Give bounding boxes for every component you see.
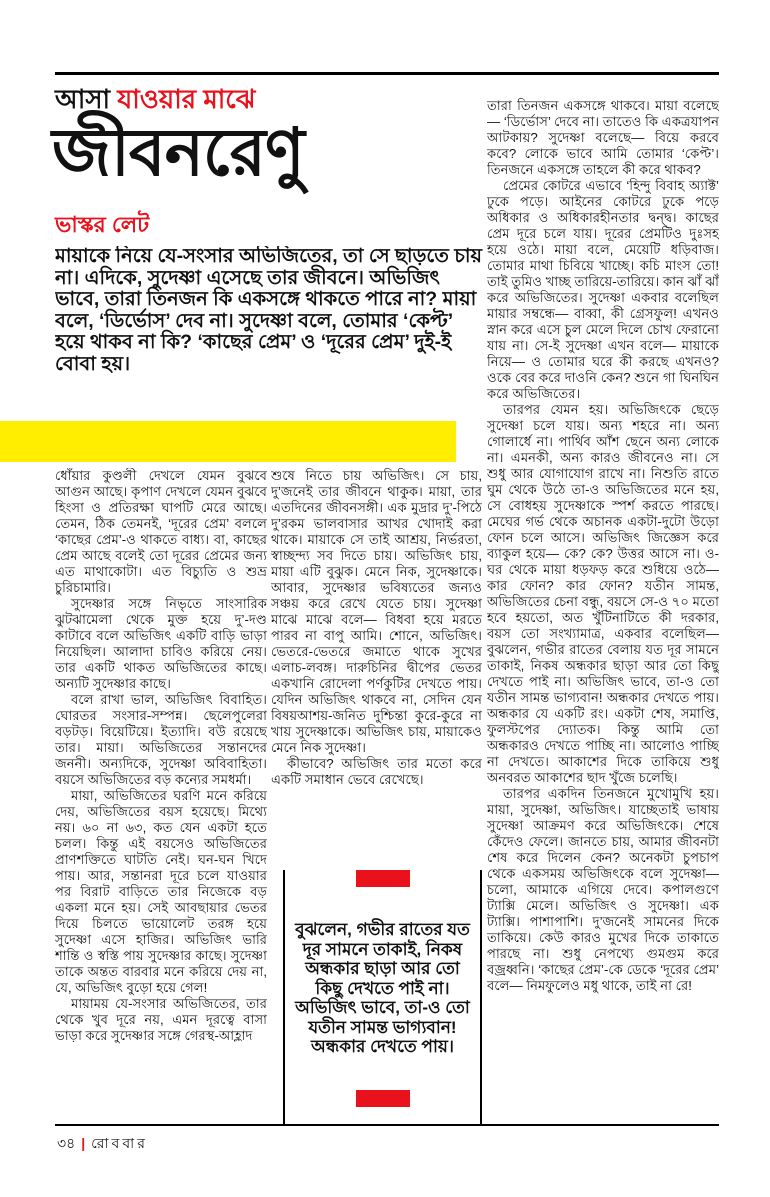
kicker-black-text: আসা — [55, 84, 111, 114]
paragraph: মায়াময় যে-সংসার অভিজিতের, তার থেকে খুব দূরে নয়, এমন দূরত্বে বাসা ভাড়া করে সুদেষ্ণার সঙ্গে গেরস্থ-আহ্লাদ — [55, 996, 267, 1043]
pull-quote-box — [283, 870, 482, 1124]
article-title: জীবনরেণু — [52, 115, 304, 189]
paragraph: তারপর যেমন হয়। অভিজিৎকে ছেড়ে সুদেষ্ণা চলে যায়। অন্য শহরে না। অন্য গোলার্ধে না। পার্থিব আঁশ ছেনে অন্য লোকে না। এমনকী, অন্য কারও জীবনেও না। সে শুধু আর যোগাযোগ রাখে না। নিশুতি রাতে ঘুম থেকে উঠে তা-ও অভিজিতের মনে হয়, সে বোধহয় সুদেষ্ণাকে স্পর্শ করতে পারছে। মেঘের গর্ভ থেকে অচানক একটা-দুটো উড়ো ফোন চলে আসে। অভিজিৎ জিজ্ঞেস করে ব্যাকুল হয়ে— কে? কে? উত্তর আসে না। ও-ঘর থেকে মায়া ধড়ফড় করে শুধিয়ে ওঠে— কার ফোন? কার ফোন? যতীন সামন্ত, অভিজিতের চেনা বন্ধু, বয়সে সে-ও ৭০ মতো হবে হয়তো, অত খুঁটিনাটিতে কী দরকার, বয়স তো সংখ্যামাত্র, একবার বলেছিল— বুঝলেন, গভীর রাতের বেলায় যত দূর সামনে তাকাই, নিকষ অন্ধকার ছাড়া আর তো কিছু দেখতে পাই না। অভিজিৎ ভাবে, তা-ও তো যতীন সামন্ত ভাগ্যবান! অন্ধকার দেখতে পায়। অন্ধকার যে একটি রং। একটা শেষ, সমাপ্তি, ফুলস্টপের দ্যোতক। কিন্তু আমি তো অন্ধকারও দেখতে পাচ্ছি না। আলোও পাচ্ছি না দেখতে। আকাশের দিকে তাকিয়ে শুধু অনবরত আকাশের ছাদ খুঁজে চলেছি। — [487, 402, 719, 785]
author-byline: ভাস্কর লেট — [55, 212, 150, 237]
paragraph: শুষে নিতে চায় অভিজিৎ। সে চায়, দু’জনেই তার জীবনে থাকুক। মায়া, তার এতদিনের জীবনসঙ্গী। এক মুদ্রার দু’-পিঠে দু’রকম ভালবাসার আখর খোদাই করা থাকে। মায়াকে সে তাই আশ্রয়, নির্ভরতা, স্বাচ্ছন্দ্য সব দিতে চায়। অভিজিৎ চায়, মায়া এটি বুঝুক। মেনে নিক, সুদেষ্ণাকে। আবার, সুদেষ্ণার ভবিষ্যতের জন্যও সঞ্চয় করে রেখে যেতে চায়। সুদেষ্ণা মাঝে মাঝে বলে— বিধবা হয়ে মরতে পারব না বাপু আমি। শোনে, অভিজিৎ। ভেতরে-ভেতরে জমাতে থাকে সুখের এলাচ-লবঙ্গ। দারুচিনির দ্বীপের ভেতর একখানি রোদেলা পর্ণকুটির দেখতে পায়। যেদিন অভিজিৎ থাকবে না, সেদিন যেন বিষয়আশয়-জনিত দুশ্চিন্তা কুরে-কুরে না খায় সুদেষ্ণাকে। অভিজিৎ চায়, মায়াকেও মেনে নিক সুদেষ্ণা। — [271, 468, 482, 755]
pull-quote-bottom-red-bar — [356, 1090, 410, 1107]
body-column-2 — [271, 468, 482, 860]
top-rule — [55, 72, 719, 75]
paragraph: বলে রাখা ভাল, অভিজিৎ বিবাহিত। ঘোরতর সংসার-সম্পন্ন। ছেলেপুলেরা বড়টড়। বিয়েটিয়ে। ইত্যাদি। বউ রয়েছে তার। মায়া। অভিজিতের সন্তানদের জননী। অন্যদিকে, সুদেষ্ণা অবিবাহিতা। বয়সে অভিজিতের বড় কন্যের সমধর্মা। — [55, 692, 267, 787]
body-column-1 — [55, 468, 267, 1118]
magazine-name: রোববার — [91, 1135, 148, 1151]
paragraph: সুদেষ্ণার সঙ্গে নিভৃতে সাংসারিক ঝুটঝামেলা থেকে মুক্ত হয়ে দু’-দণ্ড কাটাবে বলে অভিজিৎ একটি বাড়ি ভাড়া নিয়েছিল। আলাদা চাবিও করিয়ে নেয়। তার একটি থাকত অভিজিতের কাছে। অন্যটি সুদেষ্ণার কাছে। — [55, 596, 267, 691]
page-number: ৩৪ — [57, 1135, 76, 1151]
yellow-highlight-bar — [0, 421, 456, 462]
pull-quote-text: বুঝলেন, গভীর রাতের যত দূর সামনে তাকাই, নিকষ অন্ধকার ছাড়া আর তো কিছু দেখতে পাই না। অভিজিৎ ভাবে, তা-ও তো যতীন সামন্ত ভাগ্যবান! অন্ধকার দেখতে পায়। — [295, 920, 470, 1057]
page-footer — [57, 1132, 148, 1156]
paragraph: কীভাবে? অভিজিৎ তার মতো করে একটি সমাধান ভেবে রেখেছে। — [271, 756, 482, 787]
kicker-red-text: যাওয়ার মাঝে — [117, 84, 256, 114]
paragraph: মায়া, অভিজিতের ঘরণি মনে করিয়ে দেয়, অভিজিতের বয়স হয়েছে। মিথ্যে নয়। ৬০ না ৬৩, কত যেন একটা হতে চলল। কিন্তু এই বয়সেও অভিজিতের প্রাণশক্তিতে ঘাটতি নেই। ঘন-ঘন খিদে পায়। আর, সন্তানরা দূরে চলে যাওয়ার পর বিরাট বাড়িতে তার নিজেকে বড় একলা মনে হয়। সেই আবছায়ার ভেতর দিয়ে চিলতে ভায়োলেট তরঙ্গ হয়ে সুদেষ্ণা এসে হাজির। অভিজিৎ ভারি শান্তি ও স্বস্তি পায় সুদেষ্ণার কাছে। সুদেষ্ণা তাকে অন্তত বারবার মনে করিয়ে দেয় না, যে, অভিজিৎ বুড়ো হয়ে গেল! — [55, 788, 267, 995]
paragraph: ধোঁয়ার কুণ্ডলী দেখলে যেমন বুঝবে আগুন আছে। কৃপাণ দেখলে যেমন বুঝবে হিংসা ও প্রতিরক্ষা ঘাপটি মেরে আছে। তেমন, ঠিক তেমনই, ‘দূরের প্রেম’ বললে ‘কাছের প্রেম’-ও থাকতে বাধ্য। বা, কাছের প্রেম আছে বলেই তো দূরের প্রেমের জন্য এত মাথাকোটা। এত বিচ্যুতি ও শুভ্র চুরিচামারি। — [55, 468, 267, 595]
footer-separator: | — [81, 1135, 86, 1151]
footer-rule — [55, 1124, 719, 1126]
paragraph: তারা তিনজন একসঙ্গে থাকবে। মায়া বলেছে— ‘ডির্ভোস’ দেবে না। তাতেও কি একত্রযাপন আটকায়? সুদেষ্ণা বলেছে— বিয়ে করবে কবে? লোকে ভাবে আমি তোমার ‘কেপ্ট’। তিনজনে একসঙ্গে তাহলে কী করে থাকব? — [487, 98, 719, 177]
paragraph: তারপর একদিন তিনজনে মুখোমুখি হয়। মায়া, সুদেষ্ণা, অভিজিৎ। যাচ্ছেতাই ভাষায় সুদেষ্ণা আক্রমণ করে অভিজিৎকে। শেষে কেঁদেও ফেলে। জানতে চায়, আমার জীবনটা শেষ করে দিলেন কেন? অনেকটা চুপচাপ থেকে একসময় অভিজিৎকে বলে সুদেষ্ণা— চলো, আমাকে এগিয়ে দেবে। কপালগুণে ট্যাক্সি মেলে। অভিজিৎ ও সুদেষ্ণা। এক ট্যাক্সি। পাশাপাশি। দু’জনেই সামনের দিকে তাকিয়ে। কেউ কারও মুখের দিকে তাকাতে পারছে না। শুধু নেপথ্যে গুমগুম করে বজ্রধ্বনি। ‘কাছের প্রেম’-কে ডেকে ‘দূরের প্রেম’ বলে— নিমফুলেও মধু থাকে, তাই না রে! — [487, 786, 719, 993]
pull-quote-top-red-bar — [356, 870, 410, 887]
paragraph: প্রেমের কোটরে এভাবে ‘হিন্দু বিবাহ অ্যাক্ট’ ঢুকে পড়ে। আইনের কোটরে ঢুকে পড়ে অধিকার ও অধিকারহীনতার দ্বন্দ্ব। কাছের প্রেম দূরে চলে যায়। দূরের প্রেমটিও দুঃসহ হয়ে ওঠে। মায়া বলে, মেয়েটি ধড়িবাজ। তোমার মাথা চিবিয়ে খাচ্ছে। কচি মাংস তো! তাই তুমিও খাচ্ছ তারিয়ে-তারিয়ে। কান ঝাঁ ঝাঁ করে অভিজিতের। সুদেষ্ণা একবার বলেছিল মায়ার সম্বন্ধে— বাব্বা, কী গ্রেসফুল! এখনও স্নান করে এসে চুল মেলে দিলে চোখ ফেরানো যায় না। সে-ই সুদেষ্ণা এখন বলে— মায়াকে নিয়ে— ও তোমার ঘরে কী করছে এখনও? ওকে বের করে দাওনি কেন? শুনে গা ঘিনঘিন করে অভিজিতের। — [487, 178, 719, 401]
body-column-3 — [487, 98, 719, 1120]
intro-standfirst: মায়াকে নিয়ে যে-সংসার অভিজিতের, তা সে ছাড়তে চায় না। এদিকে, সুদেষ্ণা এসেছে তার জীবনে। অভিজিৎ ভাবে, তারা তিনজন কি একসঙ্গে থাকতে পারে না? মায়া বলে, ‘ডির্ভোস’ দেব না। সুদেষ্ণা বলে, তোমার ‘কেপ্ট’ হয়ে থাকব না কি? ‘কাছের প্রেম’ ও ‘দূরের প্রেম’ দুই-ই বোবা হয়। — [55, 246, 482, 375]
